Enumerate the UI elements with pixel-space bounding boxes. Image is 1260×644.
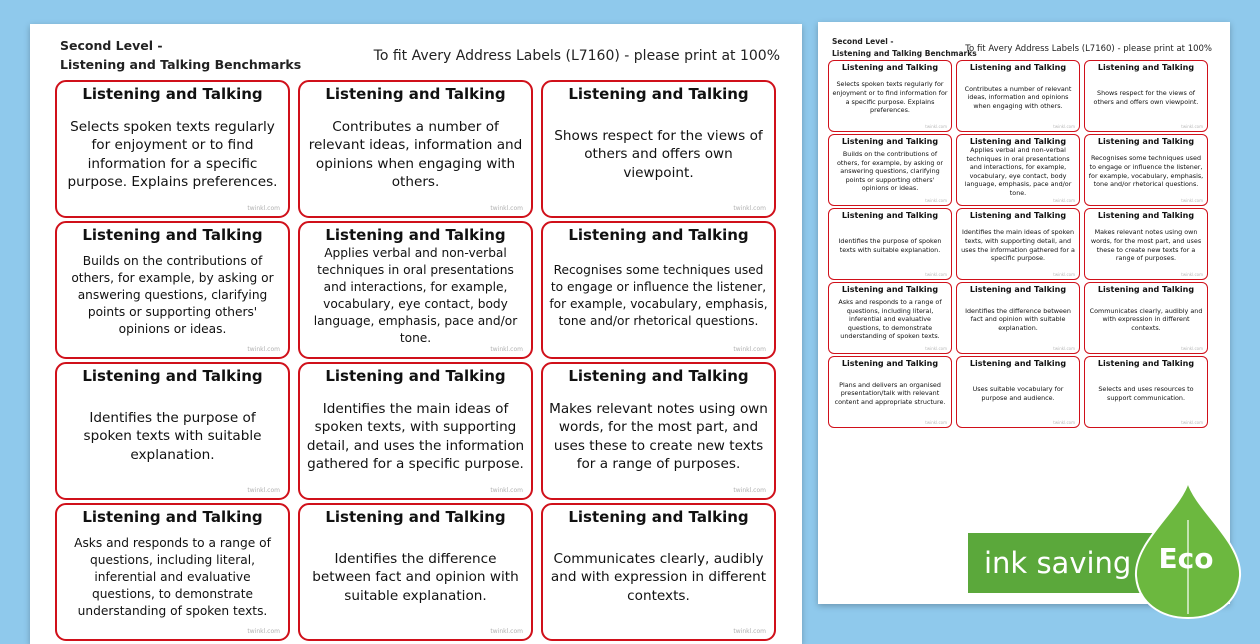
watermark: twinkl.com	[733, 487, 766, 494]
label-card	[55, 221, 290, 359]
watermark: twinkl.com	[247, 346, 280, 353]
page-title-line2: Listening and Talking Benchmarks	[60, 57, 302, 72]
small-card-text: Plans and delivers an organised presentation/talk with relevant content and appropriate structure.	[834, 380, 946, 406]
small-card-heading: Listening and Talking	[1097, 359, 1195, 368]
small-watermark: twinkl.com	[1181, 198, 1203, 203]
small-watermark: twinkl.com	[1181, 124, 1203, 129]
small-watermark: twinkl.com	[925, 346, 947, 351]
label-card	[541, 221, 776, 359]
small-watermark: twinkl.com	[1181, 272, 1203, 277]
small-watermark: twinkl.com	[1053, 272, 1075, 277]
eco-label: Eco	[1158, 542, 1214, 575]
small-card-text: Recognises some techniques used to engage or influence the listener, for example, vocabulary, emphasis, tone and/or rhetorical questions.	[1088, 154, 1204, 189]
label-card	[541, 362, 776, 500]
card-heading: Listening and Talking	[325, 85, 506, 103]
watermark: twinkl.com	[490, 205, 523, 212]
small-label-card	[1084, 356, 1208, 428]
small-label-card	[1084, 208, 1208, 280]
small-card-heading: Listening and Talking	[969, 63, 1067, 72]
small-label-card	[956, 60, 1080, 132]
card-heading: Listening and Talking	[568, 508, 749, 526]
small-card-heading: Listening and Talking	[841, 211, 939, 220]
label-card	[298, 221, 533, 359]
watermark: twinkl.com	[733, 628, 766, 635]
small-card-text: Identifies the difference between fact and opinion with suitable explanation.	[965, 306, 1071, 332]
card-text: Recognises some techniques used to engage or influence the listener, for example, vocabulary, emphasis, tone and/or rhetorical questions.	[549, 262, 768, 328]
card-text: Asks and responds to a range of questions, including literal, inferential and evaluative questions, to demonstrate understanding of spoken texts.	[74, 536, 271, 618]
card-text: Applies verbal and non-verbal techniques in oral presentations and interactions, for example, vocabulary, eye contact, body language, emphasis, pace and/or tone.	[313, 245, 518, 345]
small-card-heading: Listening and Talking	[1097, 137, 1195, 146]
card-heading: Listening and Talking	[82, 508, 263, 526]
label-card	[541, 80, 776, 218]
label-card	[298, 80, 533, 218]
small-watermark: twinkl.com	[1181, 346, 1203, 351]
label-card	[298, 362, 533, 500]
small-card-heading: Listening and Talking	[969, 211, 1067, 220]
small-card-heading: Listening and Talking	[841, 63, 939, 72]
card-text: Communicates clearly, audibly and with expression in different contexts.	[550, 550, 767, 604]
card-text: Identifies the purpose of spoken texts with suitable explanation.	[83, 409, 262, 463]
label-card	[55, 80, 290, 218]
watermark: twinkl.com	[247, 628, 280, 635]
small-label-card	[828, 356, 952, 428]
small-card-text: Selects and uses resources to support communication.	[1098, 384, 1194, 402]
small-watermark: twinkl.com	[925, 124, 947, 129]
small-card-text: Contributes a number of relevant ideas, information and opinions when engaging with others.	[964, 84, 1072, 110]
small-card-heading: Listening and Talking	[969, 359, 1067, 368]
small-page-title-line1: Second Level -	[832, 37, 894, 46]
label-card	[55, 362, 290, 500]
small-card-text: Communicates clearly, audibly and with expression in different contexts.	[1089, 306, 1203, 332]
small-watermark: twinkl.com	[925, 420, 947, 425]
small-card-text: Makes relevant notes using own words, for the most part, and uses these to create new texts for a range of purposes.	[1090, 228, 1202, 263]
small-watermark: twinkl.com	[1053, 346, 1075, 351]
small-card-text: Asks and responds to a range of questions, including literal, inferential and evaluative questions, to demonstrate understanding of spoken texts.	[838, 298, 942, 341]
small-label-card	[1084, 60, 1208, 132]
card-heading: Listening and Talking	[82, 85, 263, 103]
small-label-card	[828, 134, 952, 206]
card-heading: Listening and Talking	[325, 508, 506, 526]
watermark: twinkl.com	[490, 346, 523, 353]
card-heading: Listening and Talking	[325, 367, 506, 385]
small-watermark: twinkl.com	[1053, 198, 1075, 203]
small-card-text: Identifies the main ideas of spoken texts, with supporting detail, and uses the information gathered for a specific purpose.	[961, 228, 1075, 263]
label-card	[298, 503, 533, 641]
small-label-card	[1084, 282, 1208, 354]
card-text: Identifies the main ideas of spoken texts, with supporting detail, and uses the information gathered for a specific purpose.	[306, 400, 525, 472]
small-watermark: twinkl.com	[925, 198, 947, 203]
small-card-text: Applies verbal and non-verbal techniques in oral presentations and interactions, for example, vocabulary, eye contact, body language, emphasis, pace and/or tone.	[964, 146, 1072, 197]
small-card-heading: Listening and Talking	[1097, 285, 1195, 294]
small-card-heading: Listening and Talking	[841, 359, 939, 368]
card-text: Makes relevant notes using own words, for the most part, and uses these to create new texts for a range of purposes.	[549, 400, 768, 472]
small-watermark: twinkl.com	[925, 272, 947, 277]
small-label-card	[956, 134, 1080, 206]
card-heading: Listening and Talking	[82, 367, 263, 385]
small-watermark: twinkl.com	[1181, 420, 1203, 425]
small-label-card	[956, 282, 1080, 354]
card-heading: Listening and Talking	[325, 226, 506, 244]
watermark: twinkl.com	[247, 487, 280, 494]
label-grid-large	[55, 80, 776, 641]
card-text: Contributes a number of relevant ideas, information and opinions when engaging with others.	[308, 118, 523, 190]
watermark: twinkl.com	[733, 205, 766, 212]
label-grid-small	[828, 60, 1208, 428]
label-card	[541, 503, 776, 641]
print-note: To fit Avery Address Labels (L7160) - please print at 100%	[373, 48, 780, 64]
small-page-title-line2: Listening and Talking Benchmarks	[832, 49, 977, 58]
small-label-card	[828, 282, 952, 354]
small-card-text: Builds on the contributions of others, for example, by asking or answering questions, clarifying points or supporting others' opinions or ideas.	[836, 150, 944, 193]
watermark: twinkl.com	[490, 628, 523, 635]
small-label-card	[956, 356, 1080, 428]
small-card-text: Identifies the purpose of spoken texts with suitable explanation.	[838, 236, 942, 254]
card-heading: Listening and Talking	[82, 226, 263, 244]
small-card-heading: Listening and Talking	[969, 285, 1067, 294]
small-page-title	[832, 36, 977, 60]
small-card-text: Uses suitable vocabulary for purpose and audience.	[972, 384, 1064, 402]
small-label-card	[828, 208, 952, 280]
small-watermark: twinkl.com	[1053, 420, 1075, 425]
small-card-text: Selects spoken texts regularly for enjoyment or to find information for a specific purpose. Explains preferences.	[832, 80, 948, 115]
small-label-card	[1084, 134, 1208, 206]
card-heading: Listening and Talking	[568, 85, 749, 103]
watermark: twinkl.com	[247, 205, 280, 212]
watermark: twinkl.com	[490, 487, 523, 494]
small-card-heading: Listening and Talking	[841, 285, 939, 294]
small-label-card	[828, 60, 952, 132]
small-watermark: twinkl.com	[1053, 124, 1075, 129]
card-text: Identifies the difference between fact and opinion with suitable explanation.	[312, 550, 519, 604]
card-heading: Listening and Talking	[568, 226, 749, 244]
card-text: Shows respect for the views of others and offers own viewpoint.	[554, 127, 763, 181]
card-text: Selects spoken texts regularly for enjoyment or to find information for a specific purpose. Explains preferences.	[67, 118, 278, 190]
small-card-heading: Listening and Talking	[969, 137, 1067, 146]
small-label-card	[956, 208, 1080, 280]
small-print-note: To fit Avery Address Labels (L7160) - please print at 100%	[965, 44, 1212, 54]
card-text: Builds on the contributions of others, for example, by asking or answering questions, clarifying points or supporting others' opinions or ideas.	[71, 254, 274, 336]
page-title-line1: Second Level -	[60, 38, 163, 53]
page-title	[60, 36, 301, 74]
small-card-text: Shows respect for the views of others and offers own viewpoint.	[1093, 88, 1199, 106]
small-card-heading: Listening and Talking	[1097, 211, 1195, 220]
large-preview-page	[30, 24, 802, 644]
label-card	[55, 503, 290, 641]
card-heading: Listening and Talking	[568, 367, 749, 385]
watermark: twinkl.com	[733, 346, 766, 353]
small-card-heading: Listening and Talking	[1097, 63, 1195, 72]
ink-saving-banner: ink saving	[966, 531, 1224, 595]
small-card-heading: Listening and Talking	[841, 137, 939, 146]
